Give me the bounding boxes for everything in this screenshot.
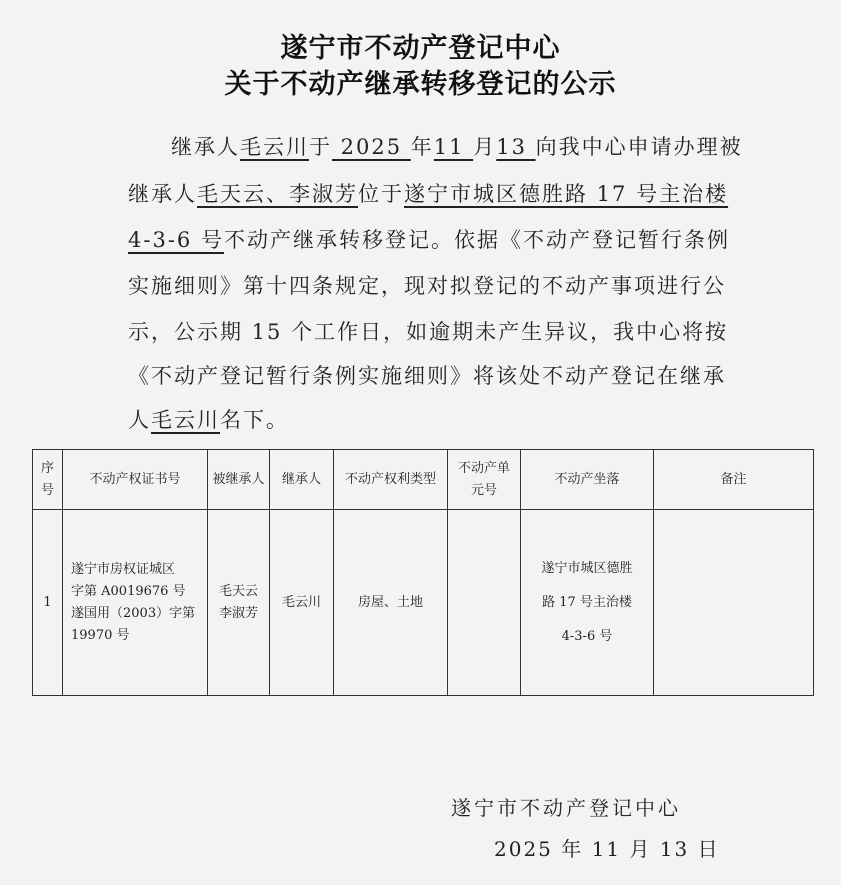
notice-line-2 (128, 178, 728, 208)
heir-from-1: 毛天云 (218, 583, 258, 599)
header-heir: 继承人 (270, 450, 334, 510)
location-line-3: 4-3-6 号 (561, 628, 613, 644)
registration-table (32, 449, 814, 696)
cert-line-3: 遂国用（2003）字第 (71, 605, 196, 621)
header-unit (448, 450, 521, 510)
property-unit: 4-3-6 号 (128, 228, 224, 252)
cell-unit (448, 510, 521, 696)
apply-year: 2025 (332, 135, 411, 159)
header-unit-b: 元号 (470, 482, 497, 498)
text: 名下。 (220, 408, 289, 432)
text: 位于 (358, 182, 404, 206)
signature-date: 2025 年 11 月 13 日 (494, 837, 720, 861)
signature-org: 遂宁市不动产登记中心 (451, 796, 681, 820)
notice-line-4: 实施细则》第十四条规定，现对拟登记的不动产事项进行公 (128, 274, 726, 298)
notice-line-3 (128, 224, 730, 254)
cert-line-1: 遂宁市房权证城区 (71, 561, 176, 577)
text: 人 (128, 408, 151, 432)
text: 不动产继承转移登记。依据《不动产登记暂行条例 (223, 228, 730, 252)
header-location: 不动产坐落 (521, 450, 654, 510)
header-remark: 备注 (654, 450, 814, 510)
location-line-1: 遂宁市城区德胜 (541, 560, 633, 576)
notice-line-1 (171, 131, 743, 161)
cert-line-2: 字第 A0019676 号 (71, 583, 186, 599)
apply-month: 11 (433, 135, 474, 159)
text: 于 (309, 135, 332, 159)
text: 年 (410, 135, 434, 159)
header-seq-b: 号 (40, 482, 54, 498)
heir-name: 毛云川 (240, 135, 309, 159)
title-line-1: 遂宁市不动产登记中心 (280, 33, 561, 64)
cell-seq: 1 (33, 510, 63, 696)
table-row (33, 510, 814, 696)
header-right-type: 不动产权利类型 (334, 450, 448, 510)
text: 继承人 (171, 135, 240, 159)
table-header-row (33, 450, 814, 510)
property-address: 遂宁市城区德胜路 17 号主治楼 (404, 182, 729, 206)
cell-right-type: 房屋、土地 (334, 510, 448, 696)
cert-line-4: 19970 号 (71, 627, 130, 643)
heir-name: 毛云川 (151, 408, 220, 432)
header-seq-a: 序 (40, 460, 54, 476)
notice-line-5: 示，公示期 15 个工作日，如逾期未产生异议，我中心将按 (128, 320, 729, 344)
location-line-2: 路 17 号主治楼 (542, 594, 632, 610)
cell-heir: 毛云川 (270, 510, 334, 696)
notice-line-6: 《不动产登记暂行条例实施细则》将该处不动产登记在继承 (128, 364, 726, 388)
deceased-names: 毛天云、李淑芳 (197, 182, 358, 206)
text: 月 (473, 135, 497, 159)
header-cert: 不动产权证书号 (63, 450, 208, 510)
text: 向我中心申请办理被 (535, 135, 743, 159)
notice-line-7 (128, 404, 289, 434)
header-heir-from: 被继承人 (208, 450, 270, 510)
header-unit-a: 不动产单 (457, 460, 510, 476)
cell-cert (63, 510, 208, 696)
heir-from-2: 李淑芳 (218, 605, 258, 621)
apply-day: 13 (496, 135, 536, 159)
title-line-2: 关于不动产继承转移登记的公示 (224, 69, 617, 100)
cell-location (521, 510, 654, 696)
header-seq (33, 450, 63, 510)
cell-remark (654, 510, 814, 696)
text: 继承人 (128, 182, 197, 206)
cell-heir-from (208, 510, 270, 696)
